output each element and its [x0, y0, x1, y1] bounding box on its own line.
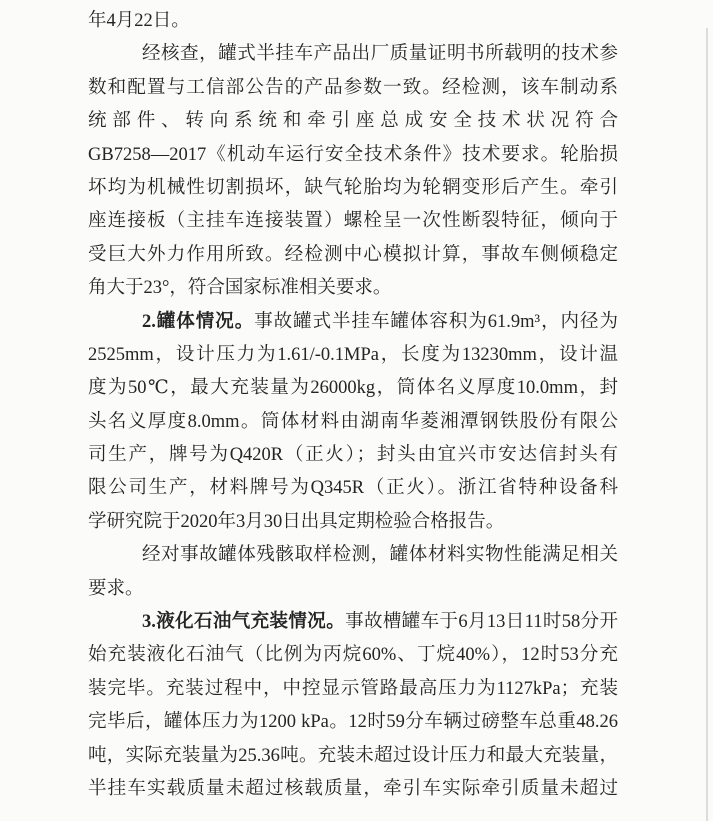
section-heading-tank-condition: 2.罐体情况。: [142, 311, 255, 332]
line-text: 受巨大外力作用所致。经检测中心模拟计算，事故车侧倾稳定: [88, 244, 618, 265]
text-line: [88, 172, 618, 205]
line-text: GB7258—2017《机动车运行安全技术条件》技术要求。轮胎损: [88, 144, 618, 165]
line-text: 司生产，牌号为Q420R（正火）；封头由宜兴市安达信封头有: [88, 445, 618, 466]
line-text: 限公司生产，材料牌号为Q345R（正火）。浙江省特种设备科: [88, 478, 618, 499]
text-line: [88, 539, 618, 572]
line-text: 座连接板（主挂车连接装置）螺栓呈一次性断裂特征，倾向于: [88, 211, 618, 232]
text-line: [88, 339, 618, 372]
text-line: [88, 72, 618, 105]
text-line: [88, 639, 618, 672]
line-text: 经对事故罐体残骸取样检测，罐体材料实物性能满足相关: [142, 545, 618, 566]
text-line: [88, 439, 618, 472]
text-line: [88, 740, 618, 773]
text-line: [88, 773, 618, 806]
line-text: 角大于23°，符合国家标准相关要求。: [88, 278, 392, 299]
scan-edge-line: [706, 28, 708, 821]
text-line: [88, 673, 618, 706]
text-line: [88, 573, 618, 606]
section-heading-lpg-filling: 3.液化石油气充装情况。: [142, 612, 346, 633]
line-text: 吨，实际充装量为25.36吨。充装未超过设计压力和最大充装量，: [88, 745, 618, 766]
line-text: 经核查，罐式半挂车产品出厂质量证明书所载明的技术参: [142, 44, 618, 65]
text-line: [88, 5, 618, 38]
section-3-line: [88, 606, 618, 639]
section-2-line: [88, 306, 618, 339]
text-line: [88, 472, 618, 505]
text-line: [88, 205, 618, 238]
text-line: [88, 372, 618, 405]
line-text: 头名义厚度8.0mm。筒体材料由湖南华菱湘潭钢铁股份有限公: [88, 411, 618, 432]
line-text: 事故罐式半挂车罐体容积为61.9m³，内径为: [254, 311, 618, 332]
line-text: 始充装液化石油气（比例为丙烷60%、丁烷40%），12时53分充: [88, 645, 618, 666]
text-line: [88, 139, 618, 172]
line-text: 要求。: [88, 578, 144, 599]
line-text: 度为50℃，最大充装量为26000kg，筒体名义厚度10.0mm，封: [88, 378, 618, 399]
text-line: [88, 272, 618, 305]
line-text: 学研究院于2020年3月30日出具定期检验合格报告。: [88, 511, 505, 532]
text-line: [88, 406, 618, 439]
line-text: 半挂车实载质量未超过核载质量，牵引车实际牵引质量未超过: [88, 778, 618, 799]
line-text: 年4月22日。: [88, 11, 190, 31]
text-line: [88, 239, 618, 272]
line-text: 数和配置与工信部公告的产品参数一致。经检测，该车制动系: [88, 77, 618, 98]
text-line: [88, 506, 618, 539]
document-text-block: [88, 5, 618, 806]
line-text: 统部件、转向系统和牵引座总成安全技术状况符合: [88, 111, 618, 132]
text-line: [88, 105, 618, 138]
line-text: 装完毕。充装过程中，中控显示管路最高压力为1127kPa；充装: [88, 678, 618, 699]
line-text: 事故槽罐车于6月13日11时58分开: [345, 612, 618, 633]
line-text: 坏均为机械性切割损坏，缺气轮胎均为轮辋变形后产生。牵引: [88, 177, 618, 198]
text-line: [88, 706, 618, 739]
line-text: 完毕后，罐体压力为1200 kPa。12时59分车辆过磅整车总重48.26: [88, 712, 618, 733]
text-line: [88, 38, 618, 71]
line-text: 2525mm，设计压力为1.61/-0.1MPa，长度为13230mm，设计温: [88, 344, 618, 365]
